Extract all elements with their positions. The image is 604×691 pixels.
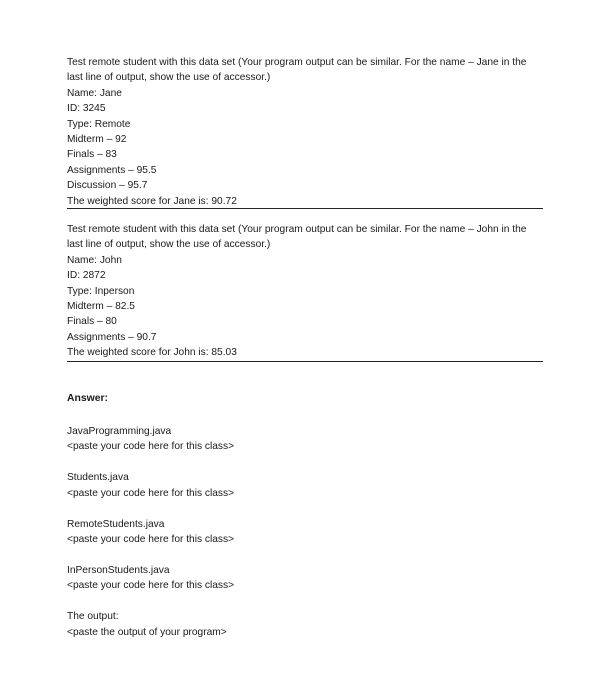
dataset-instructions: Test remote student with this data set (Your program output can be similar. For the name – John in the last line of output, show the use of accessor.) bbox=[67, 224, 527, 251]
dataset-weighted-score-line: The weighted score for John is: 85.03 bbox=[67, 347, 237, 359]
answer-item-javaprogramming bbox=[67, 424, 543, 455]
dataset-id-line: ID: 3245 bbox=[67, 103, 106, 115]
answer-item-title: InPersonStudents.java bbox=[67, 564, 170, 576]
section-divider bbox=[67, 361, 543, 362]
answer-heading: Answer: bbox=[67, 393, 108, 404]
dataset-finals-line: Finals – 83 bbox=[67, 149, 117, 161]
dataset-weighted-score-line: The weighted score for Jane is: 90.72 bbox=[67, 195, 237, 207]
dataset-instructions: Test remote student with this data set (Your program output can be similar. For the name – Jane in the last line of output, show the use of accessor.) bbox=[67, 57, 527, 84]
answer-item-remotestudents bbox=[67, 517, 543, 548]
answer-item-title: RemoteStudents.java bbox=[67, 518, 165, 530]
answer-item-placeholder: <paste your code here for this class> bbox=[67, 441, 235, 453]
remote-student-dataset bbox=[67, 55, 543, 209]
dataset-discussion-line: Discussion – 95.7 bbox=[67, 180, 148, 192]
answer-item-output bbox=[67, 609, 543, 640]
dataset-assignments-line: Assignments – 90.7 bbox=[67, 331, 157, 343]
answer-item-placeholder: <paste your code here for this class> bbox=[67, 487, 235, 499]
dataset-name-line: Name: John bbox=[67, 254, 122, 266]
answer-item-inpersonstudents bbox=[67, 563, 543, 594]
answer-item-placeholder: <paste your code here for this class> bbox=[67, 580, 235, 592]
answer-item-title: The output: bbox=[67, 611, 119, 623]
dataset-assignments-line: Assignments – 95.5 bbox=[67, 164, 157, 176]
dataset-name-line: Name: Jane bbox=[67, 87, 122, 99]
answer-item-students bbox=[67, 470, 543, 501]
answer-item-placeholder: <paste the output of your program> bbox=[67, 626, 227, 638]
dataset-midterm-line: Midterm – 82.5 bbox=[67, 301, 135, 313]
answer-list bbox=[67, 424, 543, 656]
dataset-type-line: Type: Remote bbox=[67, 118, 131, 130]
dataset-finals-line: Finals – 80 bbox=[67, 316, 117, 328]
inperson-student-dataset bbox=[67, 222, 543, 361]
dataset-id-line: ID: 2872 bbox=[67, 270, 106, 282]
answer-item-placeholder: <paste your code here for this class> bbox=[67, 534, 235, 546]
section-divider bbox=[67, 208, 543, 209]
dataset-type-line: Type: Inperson bbox=[67, 285, 135, 297]
answer-item-title: Students.java bbox=[67, 472, 129, 484]
dataset-midterm-line: Midterm – 92 bbox=[67, 134, 127, 146]
answer-item-title: JavaProgramming.java bbox=[67, 426, 172, 437]
